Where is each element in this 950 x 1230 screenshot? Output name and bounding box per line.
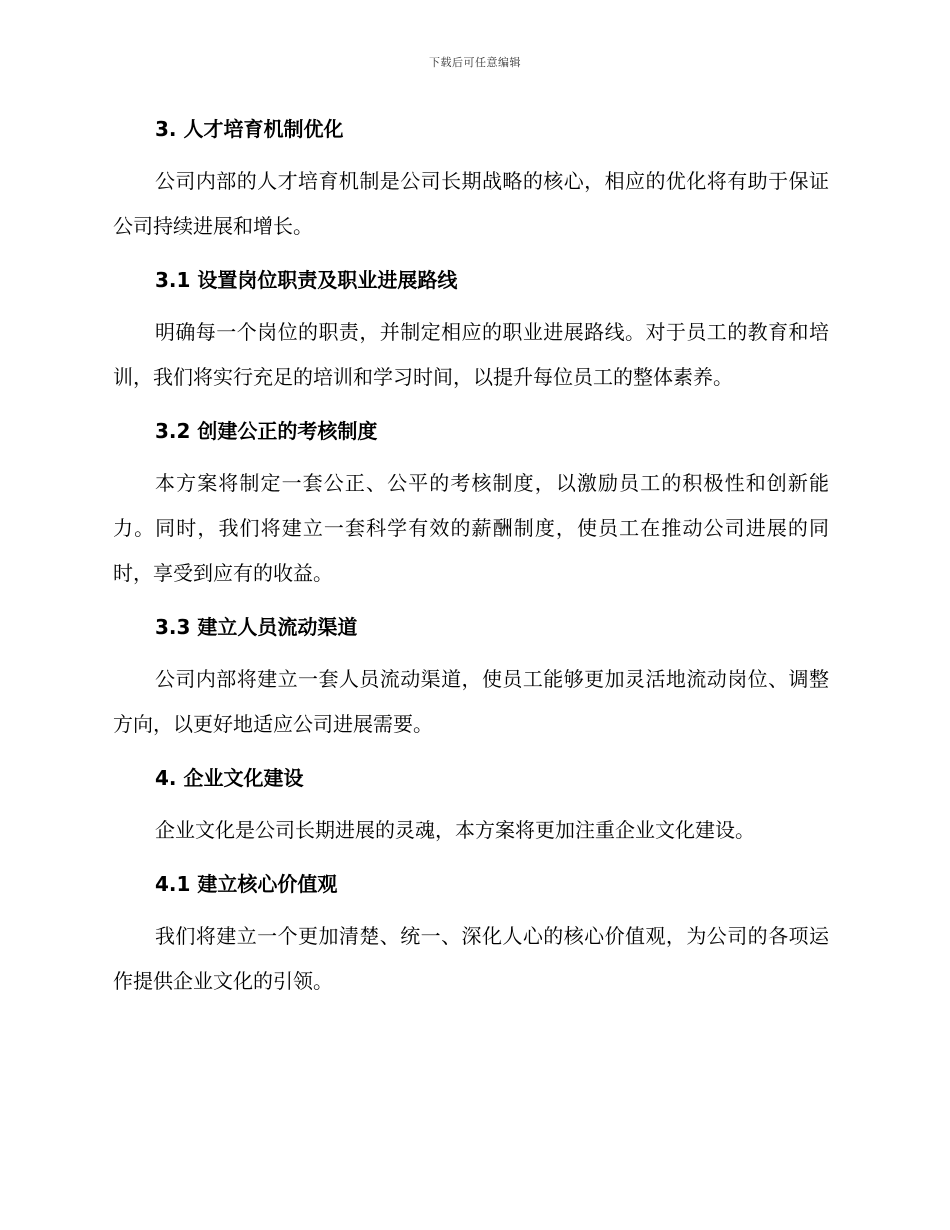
section-paragraph: 企业文化是公司长期进展的灵魂，本方案将更加注重企业文化建设。	[155, 818, 755, 842]
section-paragraph: 公司内部将建立一套人员流动渠道，使员工能够更加灵活地流动岗位、调整方向，以更好地适应公司进展需要。	[113, 667, 829, 736]
section-heading: 3.1 设置岗位职责及职业进展路线	[155, 268, 458, 292]
section-heading: 4.1 建立核心价值观	[155, 872, 338, 896]
section-heading: 3.2 创建公正的考核制度	[155, 419, 378, 443]
section-paragraph: 公司内部的人才培育机制是公司长期战略的核心，相应的优化将有助于保证公司持续进展和增长。	[113, 169, 829, 238]
section-heading: 4. 企业文化建设	[155, 766, 304, 790]
page-header-note: 下载后可任意编辑	[429, 56, 521, 69]
section-paragraph: 本方案将制定一套公正、公平的考核制度，以激励员工的积极性和创新能力。同时，我们将建立一套科学有效的薪酬制度，使员工在推动公司进展的同时，享受到应有的收益。	[113, 471, 829, 585]
section-paragraph: 我们将建立一个更加清楚、统一、深化人心的核心价值观，为公司的各项运作提供企业文化的引领。	[113, 924, 829, 993]
section-heading: 3. 人才培育机制优化	[155, 117, 344, 141]
section-paragraph: 明确每一个岗位的职责，并制定相应的职业进展路线。对于员工的教育和培训，我们将实行充足的培训和学习时间，以提升每位员工的整体素养。	[113, 320, 829, 389]
section-heading: 3.3 建立人员流动渠道	[155, 615, 358, 639]
document-body	[113, 112, 829, 1004]
